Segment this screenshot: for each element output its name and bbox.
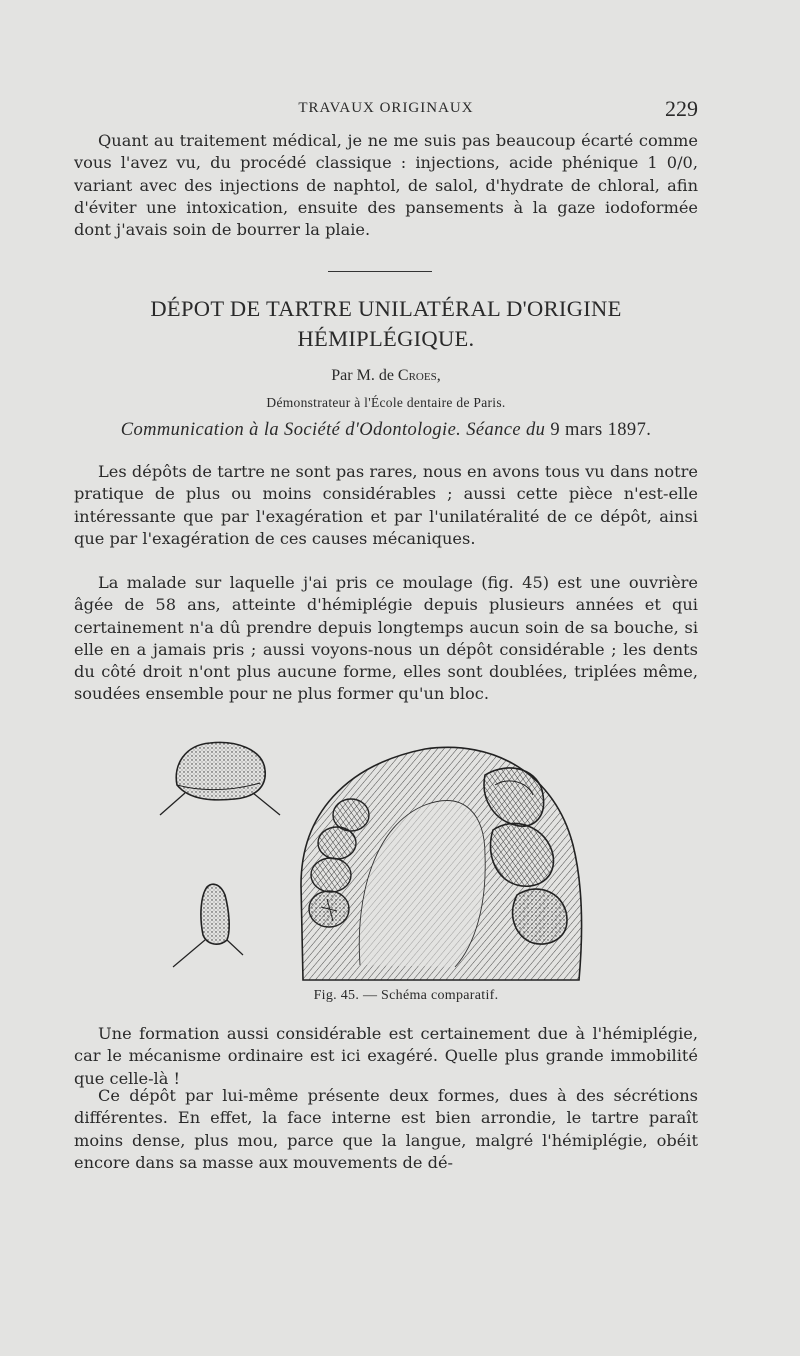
communication-date: 9 mars 1897. (550, 420, 652, 440)
author-name: Croes, (397, 367, 441, 384)
dental-arch (301, 747, 581, 980)
article-title-line-1: DÉPOT DE TARTRE UNILATÉRAL D'ORIGINE (150, 296, 622, 321)
intro-paragraph: Quant au traitement médical, je ne me suis pas beaucoup écarté comme vous l'avez vu, du procédé classique : injections, acide phénique 1 0/0, variant avec des injections de naphtol, de salol, d'hydrate de chloral, afin d'éviter une intoxication, ensuite des pansements à la gaze iodoformée dont j'avais soin de bourrer la plaie. (74, 131, 698, 240)
body-paragraph-2: La malade sur laquelle j'ai pris ce moulage (fig. 45) est une ouvrière âgée de 58 ans, atteinte d'hémiplégie depuis plusieurs années et qui certainement n'a dû prendre depuis longtemps aucun soin de sa bouche, si elle en a jamais pris ; aussi voyons-nous un dépôt considérable ; les dents du côté droit n'ont plus aucune forme, elles sont doublées, triplées même, soudées ensemble pour ne plus former qu'un bloc. (74, 573, 698, 704)
running-title: TRAVAUX ORIGINAUX (298, 100, 474, 116)
article-title-line-2: HÉMIPLÉGIQUE. (297, 326, 475, 351)
communication-prefix: Communication à la Société d'Odontologie. Séance du (120, 420, 551, 440)
author-prefix: Par M. de (331, 367, 398, 384)
page-number: 229 (665, 96, 698, 121)
dental-cast-illustration (155, 735, 595, 985)
running-head (74, 98, 698, 124)
communication-line (74, 420, 698, 441)
cross-section-upper (160, 742, 280, 815)
author-affiliation: Démonstrateur à l'École dentaire de Paris. (266, 395, 506, 410)
body-paragraph-4: Ce dépôt par lui-même présente deux formes, dues à des sécrétions différentes. En effet, la face interne est bien arrondie, le tartre paraît moins dense, plus mou, parce que la langue, malgré l'hémiplégie, obéit encore dans sa masse aux mouvements de dé- (74, 1086, 698, 1172)
cross-section-lower (173, 884, 243, 967)
figure-45 (155, 735, 595, 985)
body-paragraph-3: Une formation aussi considérable est certainement due à l'hémiplégie, car le mécanisme ordinaire est ici exagéré. Quelle plus grande immobilité que celle-là ! (74, 1024, 698, 1088)
article-title (74, 294, 698, 354)
figure-caption: Fig. 45. — Schéma comparatif. (313, 988, 499, 1003)
author-line (74, 367, 698, 385)
body-paragraph-1: Les dépôts de tartre ne sont pas rares, nous en avons tous vu dans notre pratique de plus ou moins considérables ; aussi cette pièce n'est-elle intéressante que par l'exagération et par l'unilatéralité de ce dépôt, ainsi que par l'exagération de ces causes mécaniques. (74, 462, 698, 548)
section-divider (328, 271, 432, 272)
